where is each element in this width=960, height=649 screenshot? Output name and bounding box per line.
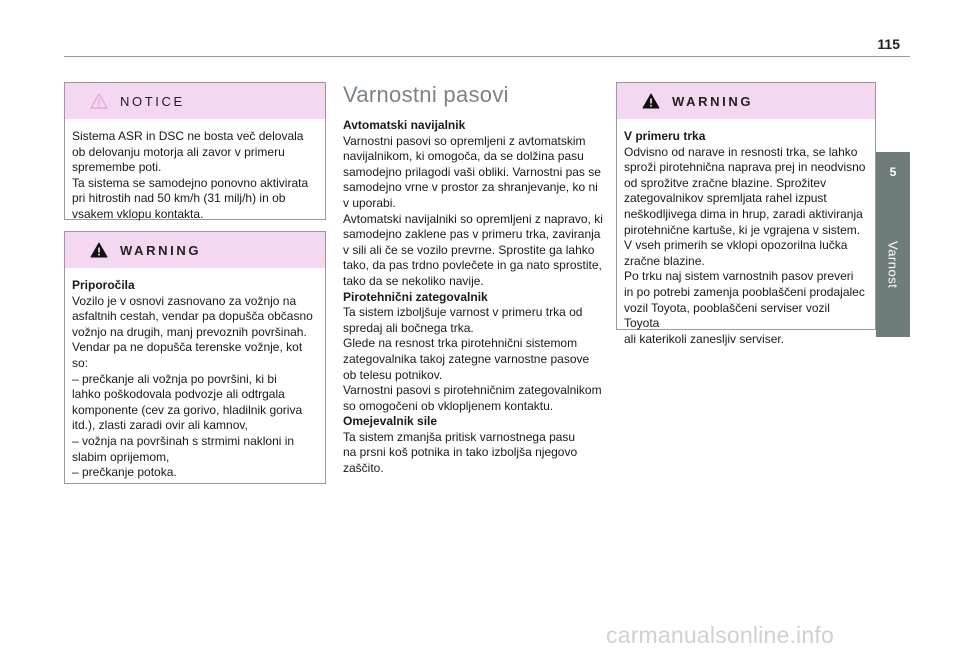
paragraph-heading: Omejevalnik sile [343, 414, 438, 429]
warning-line: Po trku naj sistem varnostnih pasov preveri [624, 269, 854, 284]
notice-title: NOTICE [120, 93, 185, 109]
watermark: carmanualsonline.info [606, 622, 834, 648]
notice-body [65, 119, 325, 223]
warning-line: komponente (cev za gorivo, hladilnik goriva [72, 402, 303, 417]
warning-line: pirotehnične kartuše, ki je vgrajena v sistem. [624, 222, 861, 237]
paragraph-line: Varnostni pasovi so opremljeni z avtomatskim [343, 133, 586, 148]
warning-line: – prečkanje potoka. [72, 465, 177, 480]
warning-line: sproži pirotehnična naprava prej in neodvisno [624, 160, 866, 175]
warning-line: V vseh primerih se vklopi opozorilna lučka [624, 238, 848, 253]
warning-line: neškodljivega dima in hrup, zaradi aktiviranja [624, 206, 863, 221]
notice-header [65, 83, 325, 119]
header-rule [64, 56, 910, 57]
warning-body-right [617, 119, 875, 347]
warning-line: od sprožitve zračne blazine. Sprožitev [624, 175, 827, 190]
warning-line: Vendar pa ne dopušča terenske vožnje, kot [72, 340, 303, 355]
paragraph-heading: Pirotehnični zategovalnik [343, 289, 488, 304]
warning-filled-icon [90, 242, 108, 258]
warning-box-left [64, 231, 326, 484]
warning-line: zračne blazine. [624, 253, 705, 268]
paragraph-line: zategovalnika takoj zategne varnostne pasove [343, 351, 590, 366]
paragraph-line: Ta sistem izboljšuje varnost v primeru trka od [343, 305, 583, 320]
paragraph-line: Glede na resnost trka pirotehnični sistemom [343, 336, 578, 351]
warning-title-right: WARNING [672, 93, 754, 109]
paragraph-line: samodejno zaklene pas v primeru trka, zaviranja [343, 227, 601, 242]
paragraph-line: Ta sistem zmanjša pritisk varnostnega pasu [343, 429, 576, 444]
warning-line: zategovalnikov spremljata rahel izpust [624, 191, 827, 206]
warning-line: slabim oprijemom, [72, 449, 170, 464]
paragraph-line: Varnostni pasovi s pirotehničnim zategovalnikom [343, 383, 602, 398]
chapter-tab-label: Varnost [885, 240, 901, 289]
warning-box-right [616, 82, 876, 346]
paragraph-line: samodejno prilagodi vaši obliki. Varnostni pas se [343, 164, 601, 179]
paragraph-line: navijalnikom, ki omogoča, da se dolžina pasu [343, 149, 584, 164]
warning-line: Vozilo je v osnovi zasnovano za vožnjo na [72, 293, 297, 308]
paragraph-line: ob telesu potnikov. [343, 367, 443, 382]
section-title: Varnostni pasovi [343, 82, 509, 107]
paragraph-line: na prsni koš potnika in tako izboljša njegovo [343, 445, 578, 460]
warning-outline-icon [90, 93, 108, 109]
notice-box [64, 82, 326, 220]
warning-line: ali katerikoli zanesljiv serviser. [624, 331, 785, 346]
paragraph-heading: Avtomatski navijalnik [343, 118, 466, 132]
warning-header-right [617, 83, 875, 119]
chapter-tab-number[interactable]: 5 [876, 152, 910, 192]
warning-filled-icon [642, 93, 660, 109]
page-number: 115 [877, 36, 900, 52]
paragraph-line: tako, da pas trdno povlečete in ga nato sprostite, [343, 258, 602, 273]
warning-subheading-right: V primeru trka [624, 129, 706, 143]
notice-line: ob delovanju motorja ali zavor v primeru [72, 144, 285, 159]
warning-subheading-left: Priporočila [72, 278, 135, 292]
warning-line: itd.), zlasti zaradi ovir ali kamnov, [72, 418, 248, 433]
paragraph-line: v uporabi. [343, 195, 396, 210]
paragraph-line: spredaj ali bočnega trka. [343, 320, 474, 335]
warning-title-left: WARNING [120, 242, 202, 258]
warning-line: so: [72, 355, 89, 370]
paragraph-line: samodejno vrne v prostor za shranjevanje, ko ni [343, 180, 598, 195]
warning-line: vožnjo na drugih, manj prevoznih površinah. [72, 324, 307, 339]
notice-line: pri hitrostih nad 50 km/h (31 milj/h) in ob [72, 191, 286, 206]
paragraph-line: v sili ali če se vozilo prevrne. Sprostite ga lahko [343, 242, 595, 257]
warning-line: lahko poškodovala podvozje ali odtrgala [72, 387, 285, 402]
warning-body-left [65, 268, 325, 481]
paragraph-line: Avtomatski navijalniki so opremljeni z napravo, ki [343, 211, 603, 226]
notice-line: spremembe poti. [72, 160, 162, 175]
warning-line: vozil Toyota, pooblaščeni serviser vozil Toyota [624, 300, 830, 331]
notice-line: vsakem vklopu kontakta. [72, 206, 204, 221]
warning-line: asfaltnih cestah, vendar pa dopušča občasno [72, 309, 313, 324]
warning-header-left [65, 232, 325, 268]
warning-line: Odvisno od narave in resnosti trka, se lahko [624, 144, 858, 159]
paragraph-line: tako da se nekoliko navije. [343, 273, 484, 288]
seatbelts-section [343, 82, 605, 477]
warning-line: – vožnja na površinah s strmimi nakloni in [72, 433, 295, 448]
notice-line: Ta sistema se samodejno ponovno aktivirata [72, 175, 309, 190]
section-text [343, 118, 605, 477]
warning-line: – prečkanje ali vožnja po površini, ki bi [72, 371, 277, 386]
warning-line: in po potrebi zamenja pooblaščeni prodajalec [624, 284, 865, 299]
notice-line: Sistema ASR in DSC ne bosta več delovala [72, 129, 304, 143]
paragraph-line: zaščito. [343, 461, 384, 476]
paragraph-line: so omogočeni ob vklopljenem kontaktu. [343, 398, 554, 413]
